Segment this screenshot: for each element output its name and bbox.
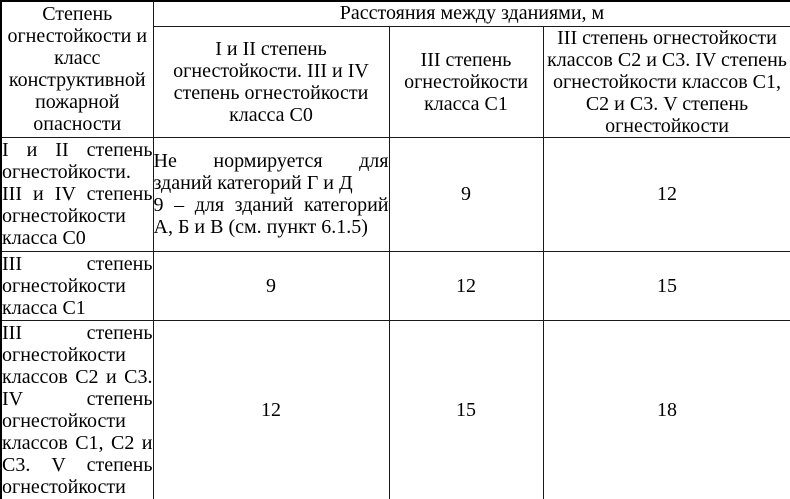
table-row-2 <box>1 251 790 320</box>
row-2-label: III степень огнестойкости класса С1 <box>2 252 153 319</box>
header-row-top <box>1 1 790 26</box>
row-3-value-3: 18 <box>543 320 790 499</box>
row-2-value-2: 12 <box>389 251 543 320</box>
row-2-value-1: 9 <box>153 251 389 320</box>
table-row-3 <box>1 320 790 499</box>
note-paragraph-1: Не нормируется для зданий категорий Г и Д <box>153 150 389 194</box>
row-1-note-cell <box>153 137 389 251</box>
row-2-value-3: 15 <box>543 251 790 320</box>
row-1-label: I и II степень огнестойкости. III и IV степень огнестойкости класса С0 <box>2 139 153 249</box>
row-3-value-1: 12 <box>153 320 389 499</box>
row-1-value-1: 9 <box>389 137 543 251</box>
table-row-1 <box>1 137 790 251</box>
row-3-value-2: 15 <box>389 320 543 499</box>
row-1-value-2: 12 <box>543 137 790 251</box>
note-paragraph-2: 9 – для зданий категорий А, Б и В (см. пункт 6.1.5) <box>153 194 389 238</box>
span-header-cell: Расстояния между зданиями, м <box>153 1 790 26</box>
corner-header-cell: Степень огнестойкости и класс конструктивной пожарной опасности <box>1 1 153 137</box>
row-3-label: III степень огнестойкости классов С2 и С3. IV степень огнестойкости классов С1, С2 и С3. V степень огнестойкости <box>1 320 153 499</box>
column-header-1: I и II степень огнестойкости. III и IV степень огнестойкости класса С0 <box>153 26 389 137</box>
column-header-2: III степень огнестойкости класса С1 <box>389 26 543 137</box>
column-header-3: III степень огнестойкости классов С2 и С3. IV степень огнестойкости классов С1, С2 и С3. V степень огнестойкости <box>543 26 790 137</box>
